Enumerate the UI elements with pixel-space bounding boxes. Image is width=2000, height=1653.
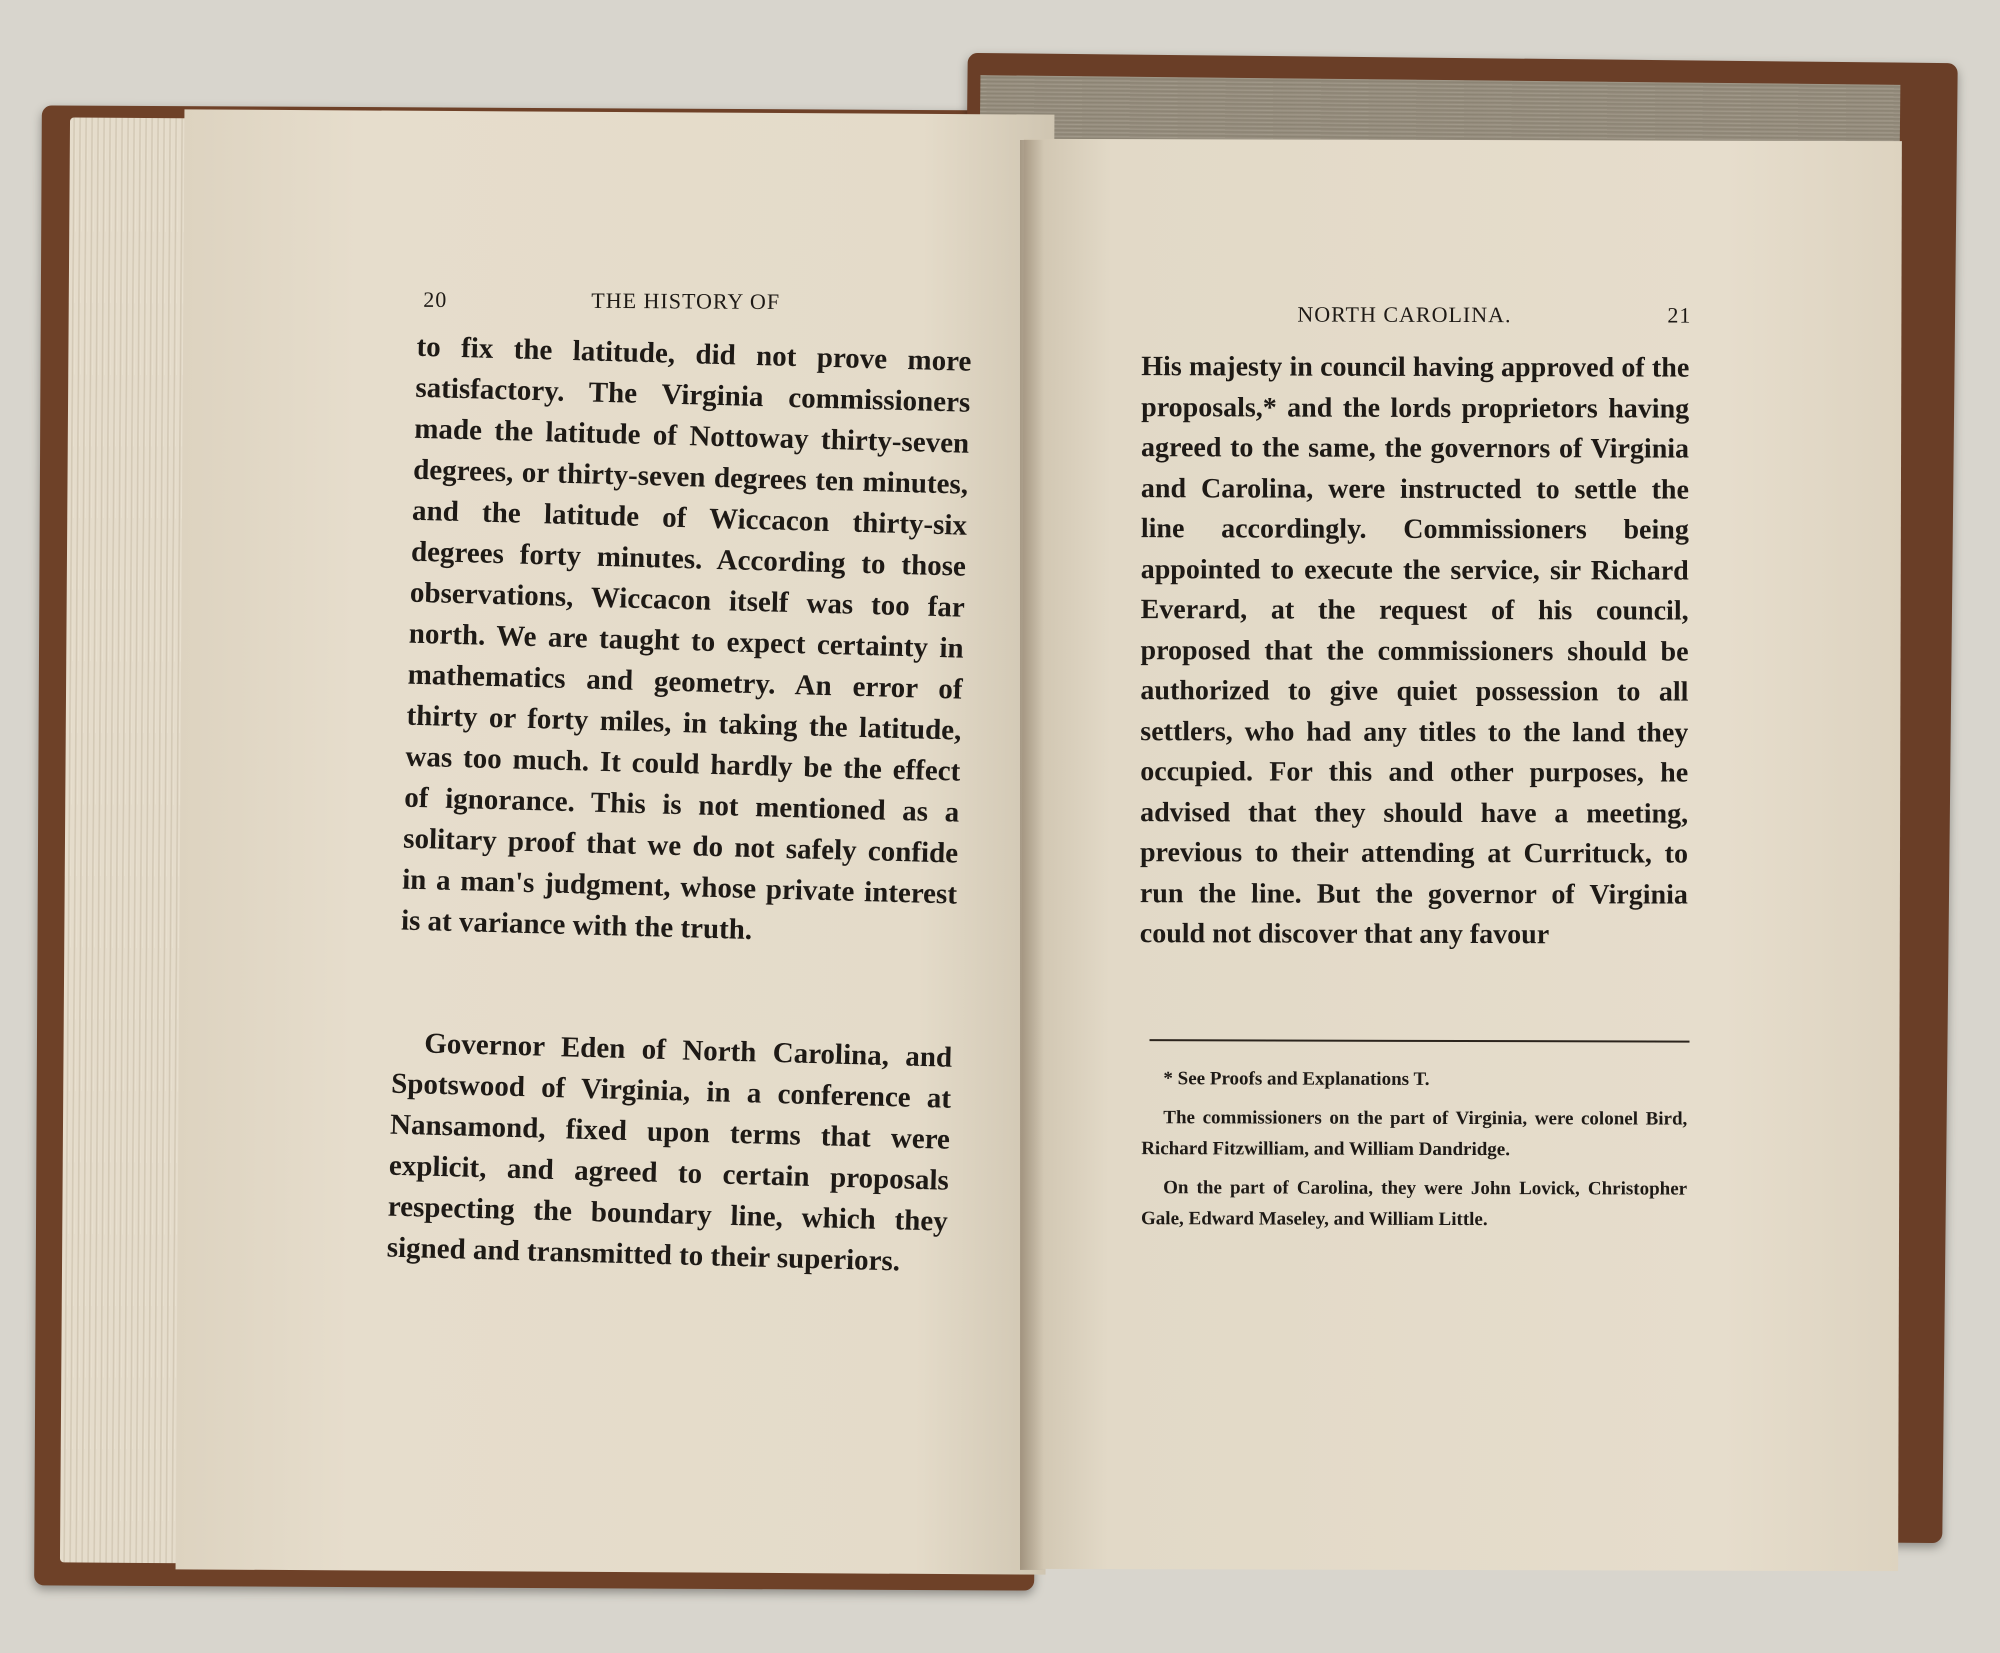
left-paragraph-2: Governor Eden of North Carolina, and Spotswood of Virginia, in a conference at Nansamond, fixed upon terms that were explicit, and agreed to certain proposals respecting the boundary line, which they signed and transmitted to their superiors. bbox=[386, 1027, 953, 1278]
page-number-right: 21 bbox=[1667, 302, 1692, 328]
footnotes bbox=[1141, 1063, 1687, 1235]
right-page bbox=[1020, 139, 1902, 1571]
running-head-left: THE HISTORY OF bbox=[591, 287, 781, 314]
spine-shadow bbox=[1020, 140, 1044, 1570]
footnote-2: The commissioners on the part of Virginia, were colonel Bird, Richard Fitzwilliam, and William Dandridge. bbox=[1141, 1107, 1688, 1161]
left-page bbox=[176, 109, 1055, 1574]
footnote-divider bbox=[1150, 1039, 1690, 1042]
left-paragraph-1: to fix the latitude, did not prove more satisfactory. The Virginia commissioners made the latitude of Nottoway thirty-seven degrees, or thirty-seven degrees ten minutes, and the latitude of Wiccacon thirty-six degrees forty minutes. According to those observations, Wiccacon itself was too far north. We are taught to expect certainty in mathematics and geometry. An error of thirty or forty miles, in taking the latitude, was too much. It could hardly be the effect of ignorance. This is not mentioned as a solitary proof that we do not safely confide in a man's judgment, whose private interest is at variance with the truth. bbox=[400, 330, 972, 947]
footnote-3: On the part of Carolina, they were John Lovick, Christopher Gale, Edward Maseley, and William Little. bbox=[1141, 1177, 1688, 1231]
right-paragraph-1: His majesty in council having approved of the proposals,* and the lords proprietors having agreed to the same, the governors of Virginia and Carolina, were instructed to settle the line accordingly. Commissioners being appointed to execute the service, sir Richard Everard, at the request of his council, proposed that the commissioners should be authorized to give quiet possession to all settlers, who had any titles to the land they occupied. For this and other purposes, he advised that they should have a meeting, previous to their attending at Currituck, to run the line. But the governor of Virginia could not discover that any favour bbox=[1139, 351, 1690, 951]
page-number-left: 20 bbox=[423, 286, 448, 312]
footnote-1: * See Proofs and Explanations T. bbox=[1163, 1068, 1430, 1090]
running-head-right: NORTH CAROLINA. bbox=[1297, 301, 1512, 328]
